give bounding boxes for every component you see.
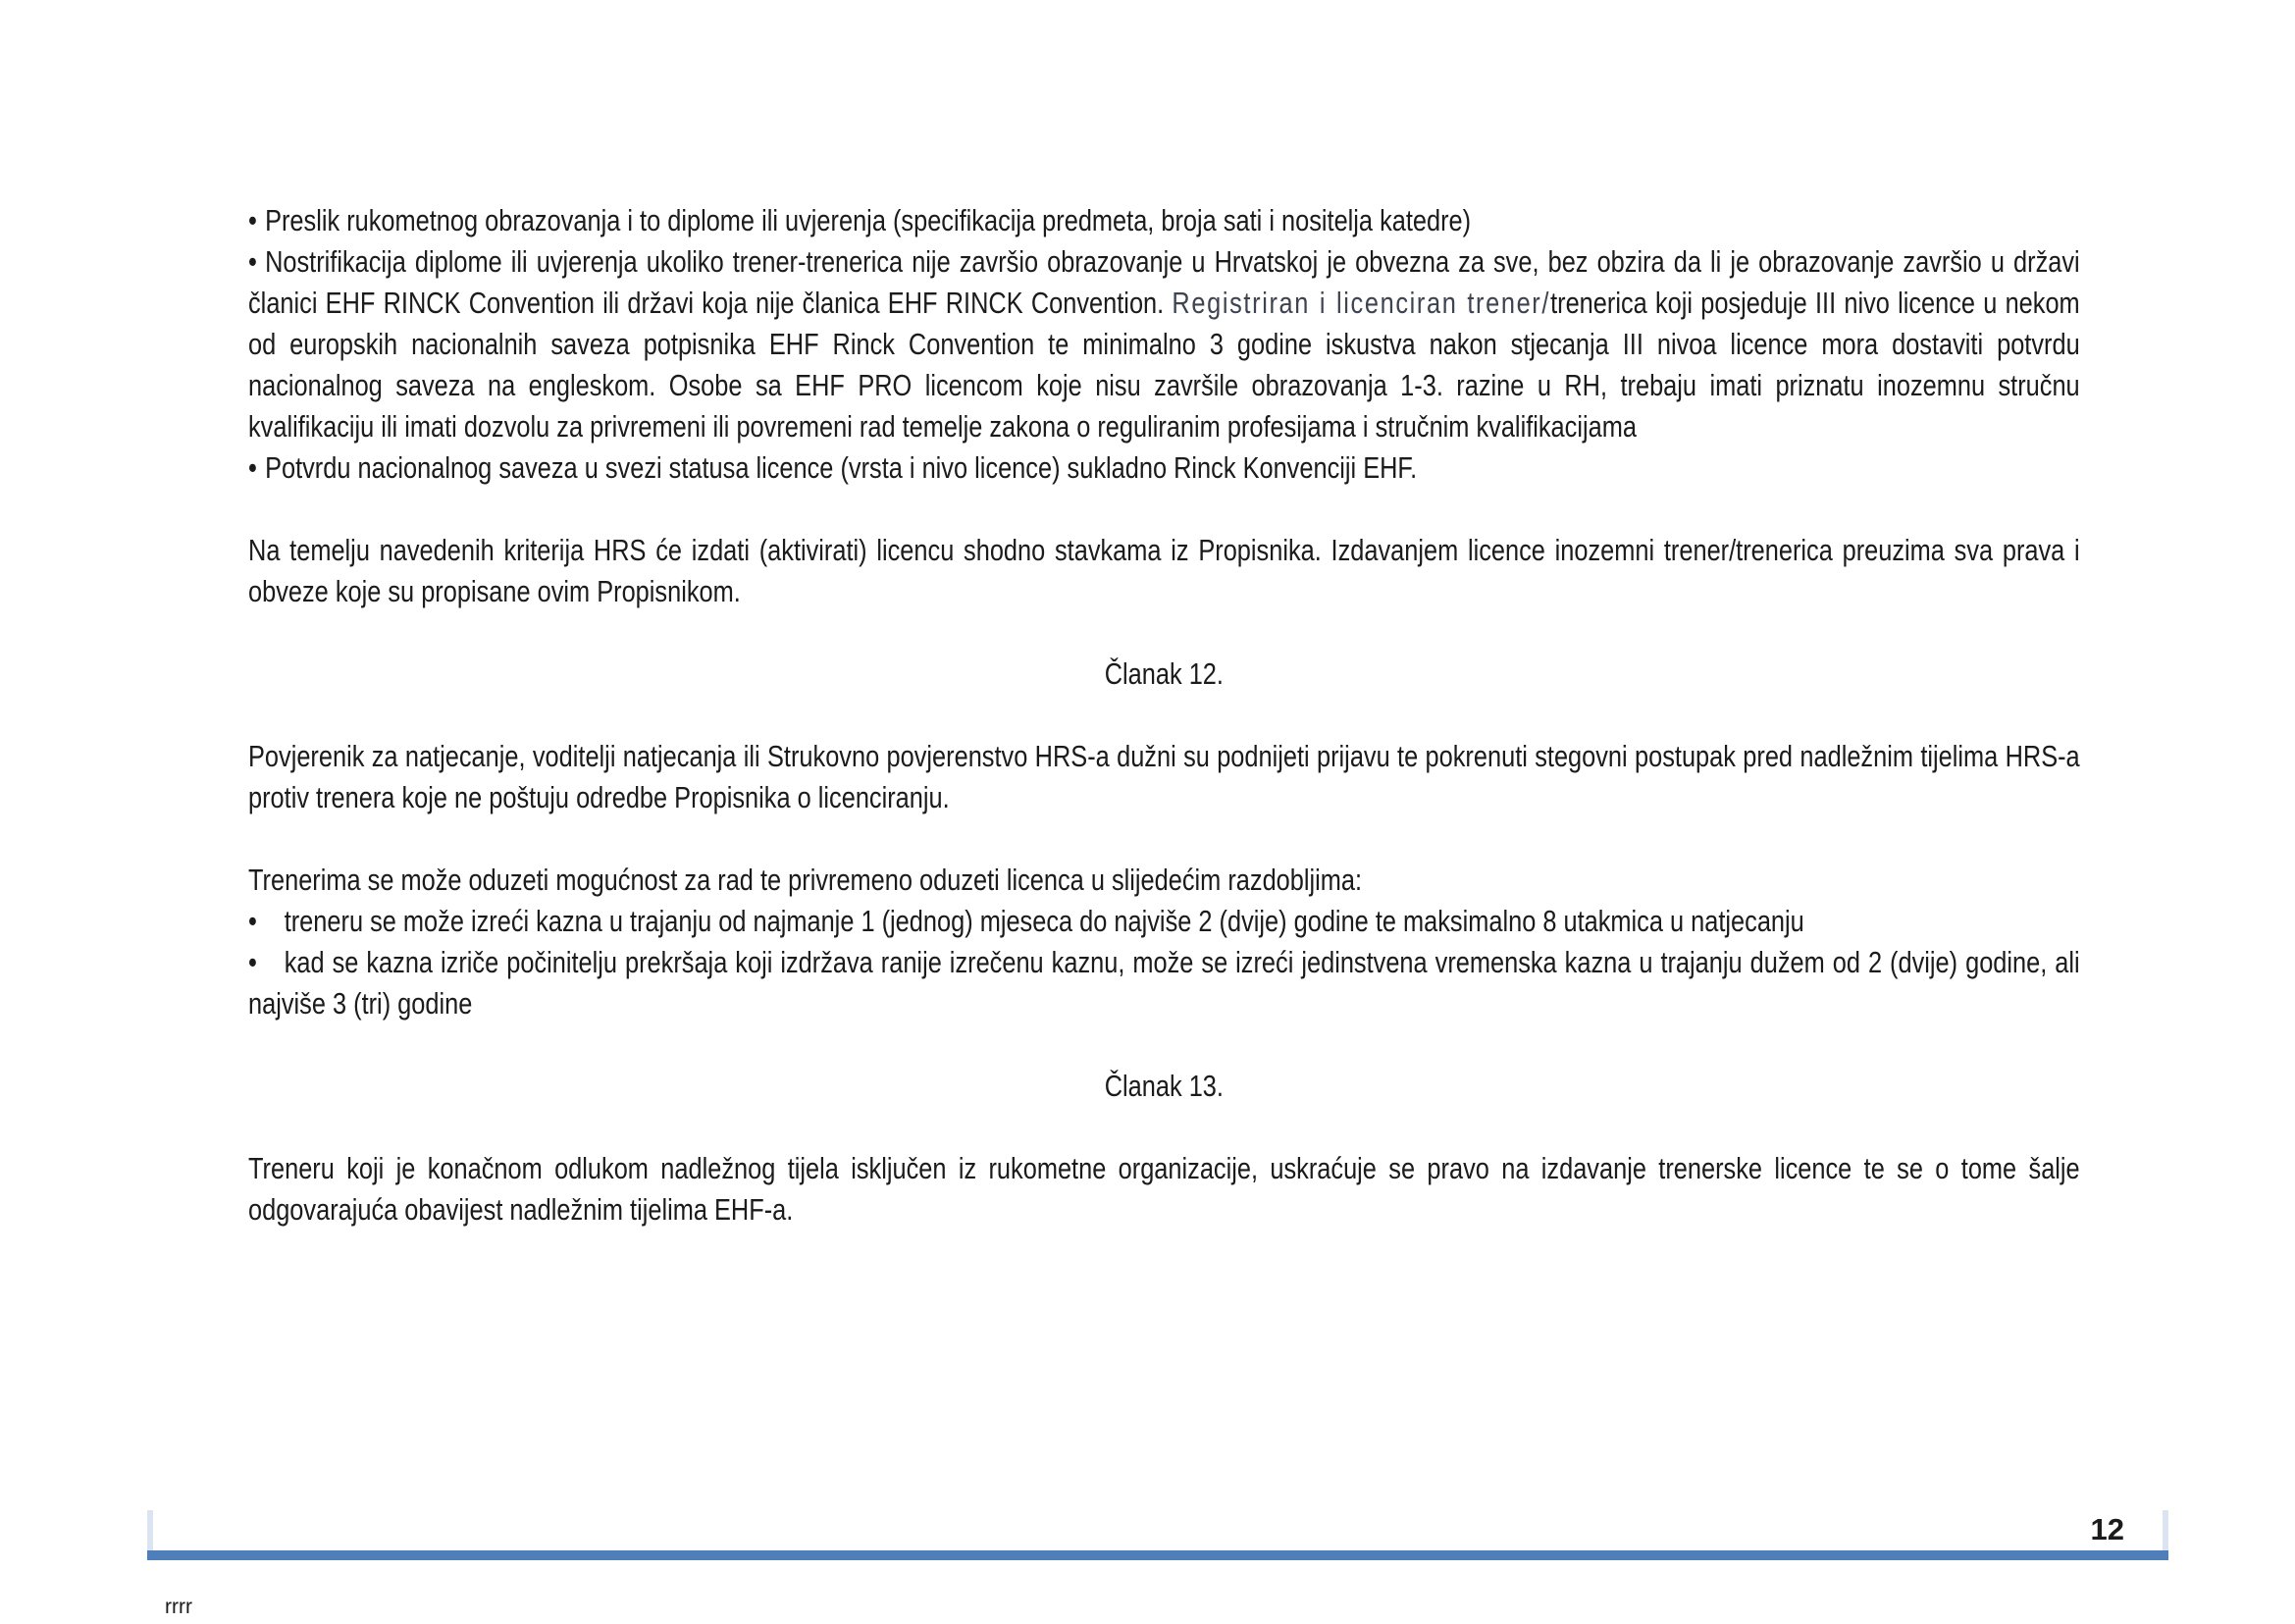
bullet-item-potvrdu — [248, 447, 2080, 489]
bullet-icon: • — [248, 450, 257, 485]
bullet-item-text: Preslik rukometnog obrazovanja i to diplome ili uvjerenja (specifikacija predmeta, broja sati i nositelja katedre) — [265, 203, 1472, 237]
bullet-item-text: kad se kazna izriče počinitelju prekršaja koji izdržava ranije izrečenu kaznu, može se izreći jedinstvena vremenska kazna u trajanju dužem od 2 (dvije) godine, ali najviše 3 (tri) godine — [248, 945, 2080, 1021]
heading-clanak-13: Članak 13. — [1104, 1069, 1224, 1103]
footer-frame-right-tick — [2163, 1510, 2168, 1551]
paragraph-izdavanje-licence: Na temelju navedenih kriterija HRS će izdati (aktivirati) licencu shodno stavkama iz Propisnika. Izdavanjem licence inozemni trener/trenerica preuzima sva prava i obveze koje su propisane ovim Propisnikom. — [248, 533, 2080, 608]
bullet-item-text: Potvrdu nacionalnog saveza u svezi statusa licence (vrsta i nivo licence) sukladno Rinck Konvenciji EHF. — [265, 450, 1418, 485]
bullet-item-text: treneru se može izreći kazna u trajanju od najmanje 1 (jednog) mjeseca do najviše 2 (dvije) godine te maksimalno 8 utakmica u natjecanju — [284, 904, 1804, 938]
paragraph-treneru-iskljucenje: Treneru koji je konačnom odlukom nadležnog tijela isključen iz rukometne organizacije, uskraćuje se pravo na izdavanje trenerske licence te se o tome šalje odgovarajuća obavijest nadležnim tijelima EHF-a. — [248, 1151, 2080, 1227]
sub-bullet-item-kazna — [248, 901, 2080, 942]
paragraph-povjerenik: Povjerenik za natjecanje, voditelji natjecanja ili Strukovno povjerenstvo HRS-a dužni su podnijeti prijavu te pokrenuti stegovni postupak pred nadležnim tijelima HRS-a protiv trenera koje ne poštuju odredbe Propisnika o licenciranju. — [248, 739, 2080, 814]
footer-divider-bar — [147, 1550, 2168, 1560]
sub-bullet-item-jedinstvena — [248, 942, 2080, 1024]
bullet-item-preslik — [248, 200, 2080, 241]
document-body — [248, 200, 2080, 1231]
bullet-item-text: Nostrifikacija diplome ili uvjerenja ukoliko trener-trenerica nije završio obrazovanje u Hrvatskoj je obvezna za sve, bez obzira da li je obrazovanje završio u državi članici EHF RINCK Convention ili državi koja nije članica EHF RINCK Convention. — [248, 244, 2080, 320]
bullet-icon: • — [248, 945, 257, 979]
bullet-item-text-highlighted: Registriran i licenciran trener/ — [1172, 286, 1551, 320]
bullet-icon: • — [248, 203, 257, 237]
heading-clanak-12: Članak 12. — [1104, 656, 1224, 691]
bullet-item-nostrifikacija — [248, 241, 2080, 447]
footer-note: rrrr — [165, 1596, 192, 1618]
bullet-icon: • — [248, 244, 257, 279]
bullet-item-text: trenerica koji posjeduje III nivo licence u nekom od europskih nacionalnih saveza potpisnika EHF Rinck Convention te minimalno 3 godine iskustva nakon stjecanja III nivoa licence mora dostaviti potvrdu nacionalnog saveza na engleskom. Osobe sa EHF PRO licencom koje nisu završile obrazovanja 1-3. razine u RH, trebaju imati priznatu inozemnu stručnu kvalifikaciju ili imati dozvolu za privremeni ili povremeni rad temelje zakona o reguliranim profesijama i stručnim kvalifikacijama — [248, 286, 2080, 444]
footer-frame-left-tick — [147, 1510, 153, 1551]
page-number: 12 — [2090, 1512, 2124, 1546]
paragraph-trenerima-intro: Trenerima se može oduzeti mogućnost za rad te privremeno oduzeti licenca u slijedećim razdobljima: — [248, 863, 1363, 897]
bullet-icon: • — [248, 904, 257, 938]
